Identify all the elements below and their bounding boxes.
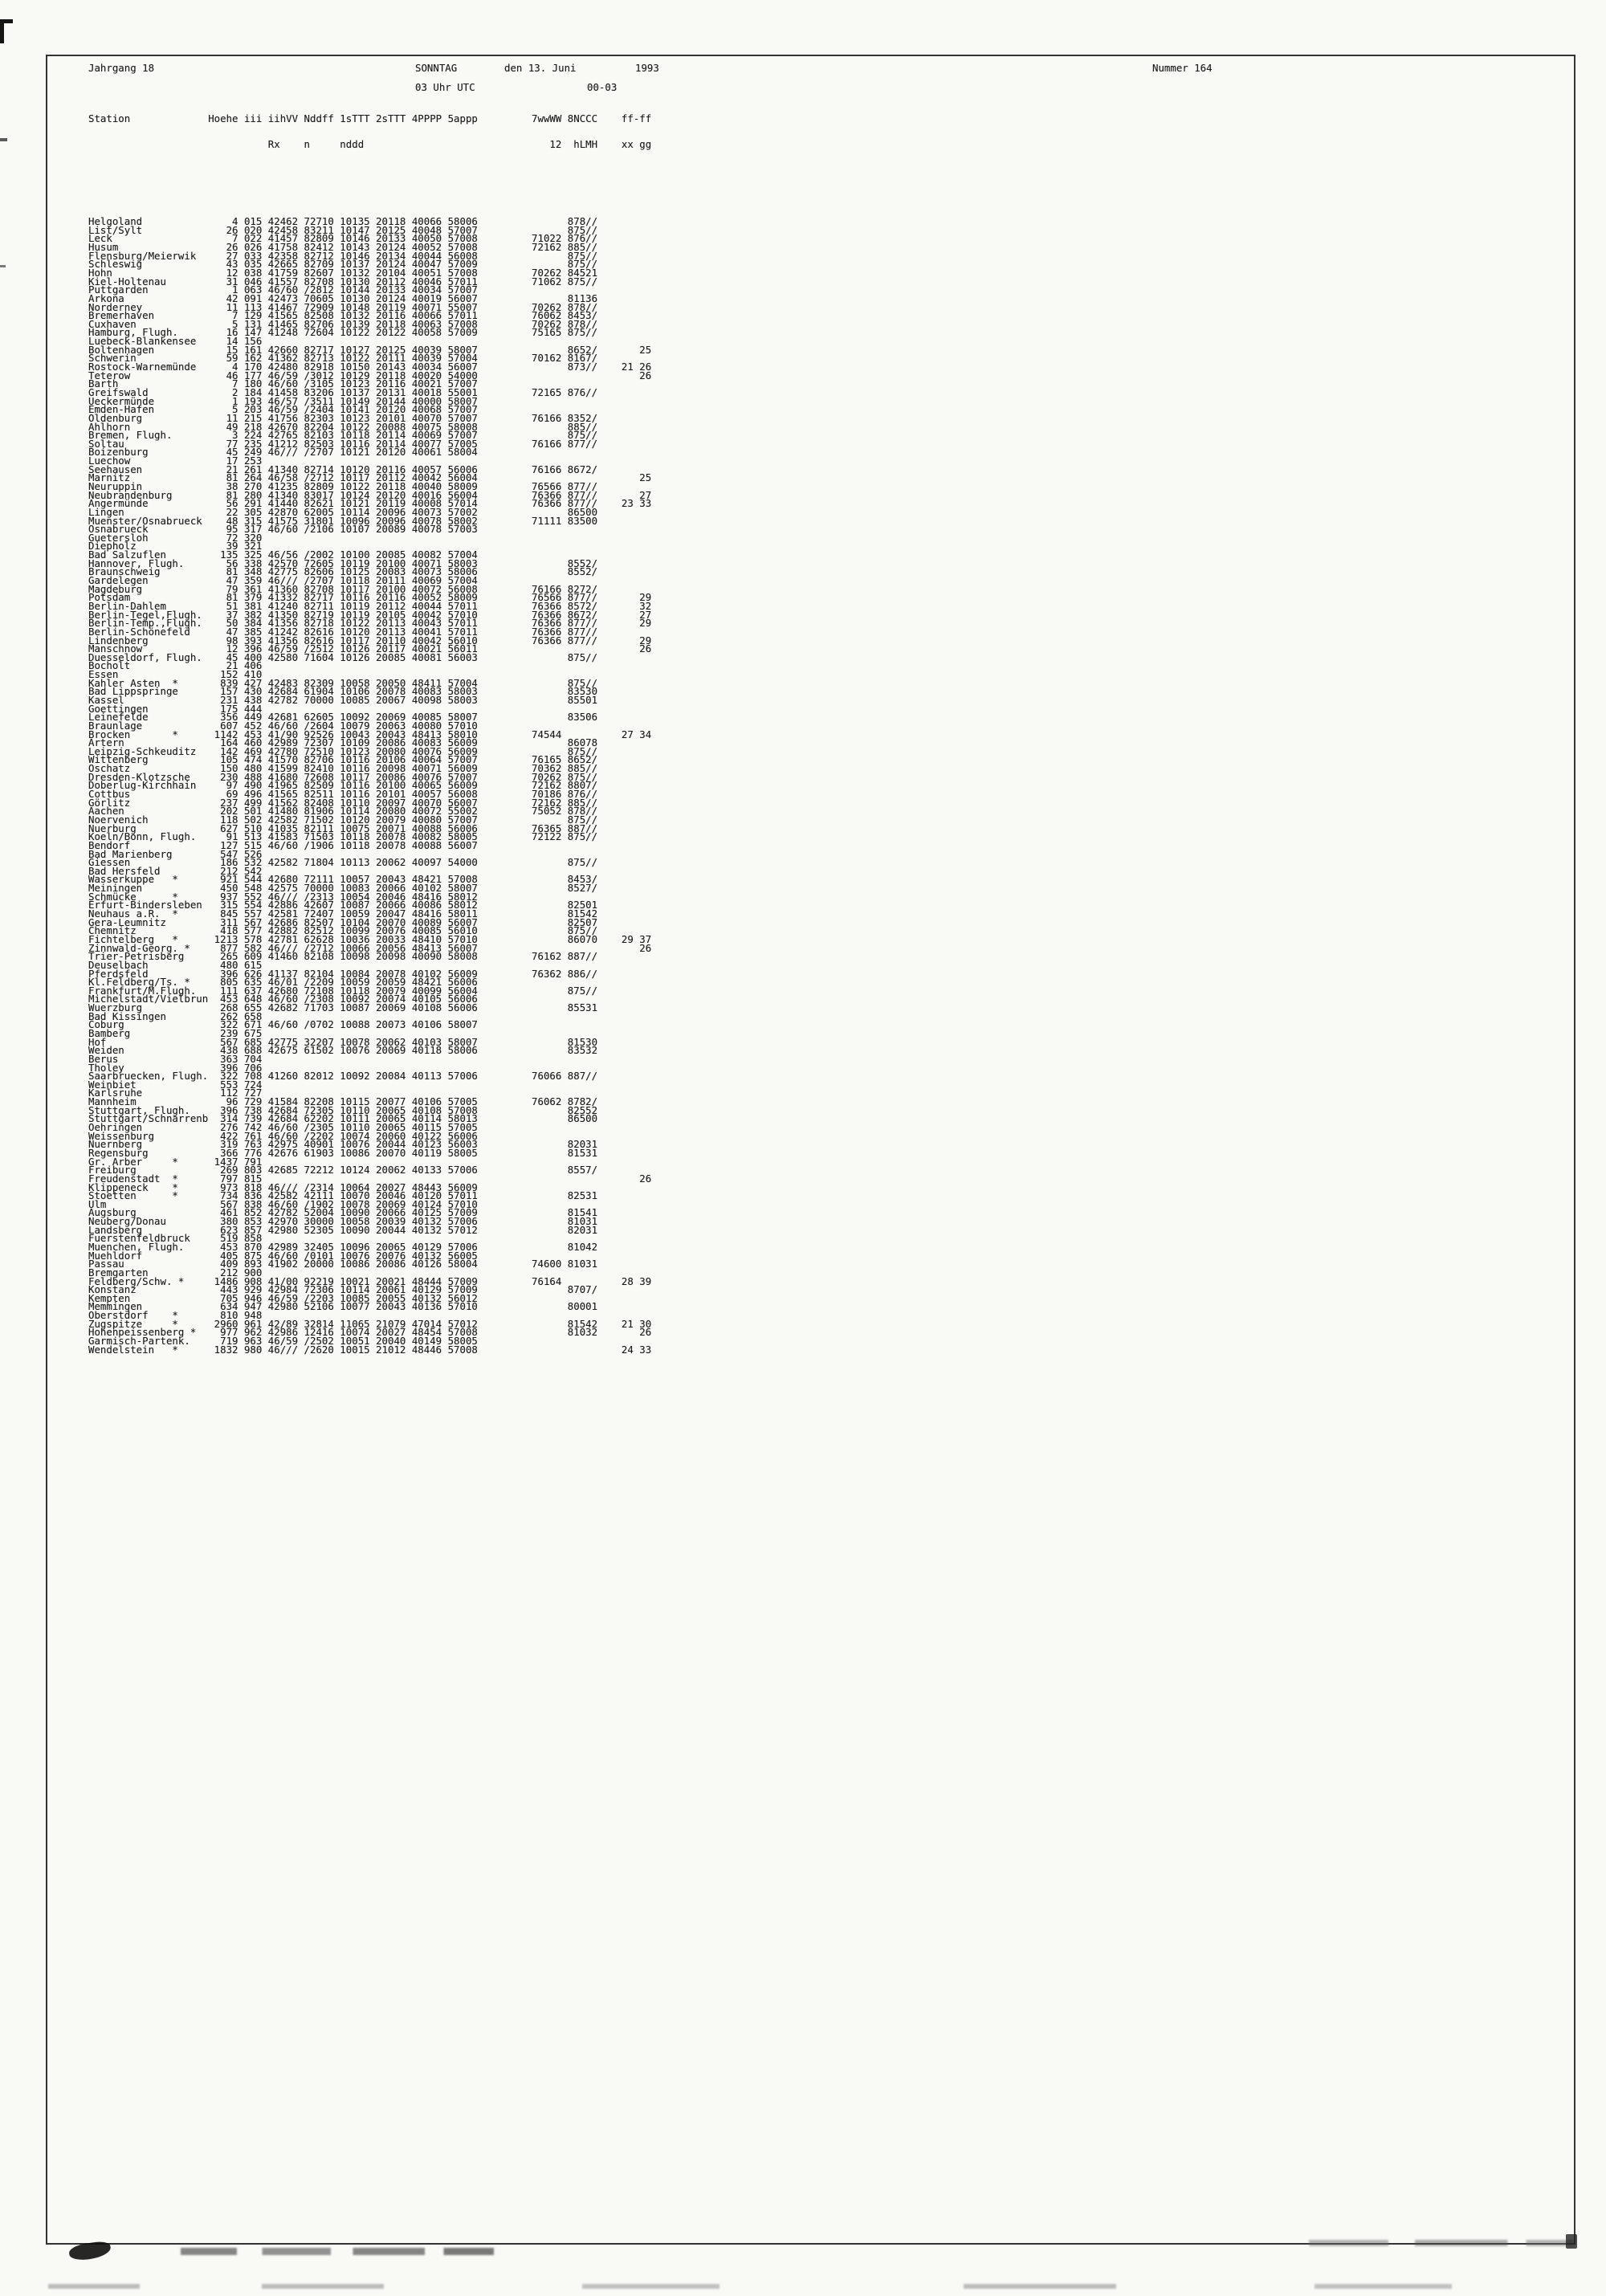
station-row: Karlsruhe 112 727 (88, 1087, 263, 1099)
station-row: Passau 409 893 41902 20000 10086 20086 40126 58004 74600 81031 (88, 1258, 598, 1270)
station-row: Aachen 202 501 41480 81906 10114 20080 40072 55002 75052 878// (88, 805, 598, 818)
obs-time-utc: 03 Uhr UTC (415, 81, 475, 93)
station-row: Bremgarten 212 900 (88, 1266, 263, 1279)
station-row: Stuttgart/Schnarrenb 314 739 42684 62202 10111 20065 40114 58013 86500 (88, 1112, 598, 1125)
station-row: Schleswig 43 035 42665 82709 10137 20124 40047 57009 875// (88, 258, 598, 271)
station-row: Landsberg 623 857 42980 52305 10090 20044 40132 57012 82031 (88, 1223, 598, 1236)
station-row: Erfurt-Bindersleben 315 554 42886 42607 10087 20066 40086 58012 82501 (88, 899, 598, 911)
station-row: Boltenhagen 15 161 42660 82717 10127 20125 40039 58007 8652/ 25 (88, 343, 652, 356)
station-row: Oberstdorf * 810 948 (88, 1309, 263, 1322)
synop-table (88, 98, 651, 1372)
station-row: Artern 164 460 42989 72307 10109 20086 40083 56009 86078 (88, 736, 598, 749)
scan-mark-left-tick-2 (0, 265, 6, 267)
station-row: Wasserkuppe * 921 544 42680 72111 10057 20043 48421 57008 8453/ (88, 873, 598, 886)
station-row: Braunschweig 81 348 42775 82606 10125 20083 40073 58006 8552/ (88, 565, 598, 578)
station-row: Wendelstein * 1832 980 46/// /2620 10015 21012 48446 57008 24 33 (88, 1343, 652, 1356)
station-row: Konstanz 443 929 42984 72306 10114 20061 40129 57009 8707/ (88, 1283, 598, 1296)
station-row: Osnabrueck 95 317 46/60 /2106 10107 20089 40078 57003 (88, 523, 478, 536)
station-row: Brocken * 1142 453 41/90 92526 10043 20043 48413 58010 74544 27 34 (88, 728, 652, 740)
station-row: Leipzig-Schkeuditz 142 469 42780 72510 10123 20080 40076 56009 875// (88, 744, 598, 757)
station-row: Duesseldorf, Flugh. 45 400 42580 71604 10126 20085 40081 56003 875// (88, 650, 598, 663)
station-row: Giessen 186 532 42582 71804 10113 20062 40097 54000 875// (88, 856, 598, 869)
station-row: Ahlhorn 49 218 42670 82204 10122 20088 40075 58008 885// (88, 420, 598, 433)
station-row: Koeln/Bonn, Flugh. 91 513 41583 71503 10118 20078 40082 58005 72122 875// (88, 830, 598, 843)
station-row: Hamburg, Flugh. 16 147 41248 72604 10122 20122 40058 57009 75165 875// (88, 326, 598, 339)
station-row: Luebeck-Blankensee 14 156 (88, 335, 263, 348)
scan-mark-top-left-horizontal (0, 19, 13, 23)
station-row: Stoetten * 734 836 42582 42111 10070 20046 40120 57011 82531 (88, 1189, 598, 1202)
station-row: Schwerin 59 162 41362 82713 10122 20111 40039 57004 70162 8167/ (88, 352, 598, 365)
station-row: Barth 7 180 46/60 /3105 10123 20116 40021 57007 (88, 377, 478, 390)
station-row: Pferdsfeld 396 626 41137 82104 10084 20078 40102 56009 76362 886// (88, 967, 598, 980)
station-row: Teterow 46 177 46/59 /3012 10129 20118 40020 54000 26 (88, 369, 652, 381)
station-row: Neuruppin 38 270 41235 82809 10122 20118 40040 58009 76566 877// (88, 479, 598, 492)
station-row: Neuberg/Donau 380 853 42970 30000 10058 20039 40132 57006 81031 (88, 1215, 598, 1228)
station-row: Cuxhaven 5 131 41465 82706 10139 20118 40063 57008 70262 878// (88, 317, 598, 330)
spacer-line (88, 166, 651, 175)
masthead-nummer: Nummer 164 (1152, 62, 1213, 74)
station-row: Bad Lippspringe 157 430 42684 61904 10106 20078 40083 58003 83530 (88, 685, 598, 698)
station-row: Potsdam 81 379 41332 82717 10116 20116 40052 58009 76566 877// 29 (88, 591, 652, 604)
station-row: Husum 26 026 41758 82412 10143 20124 40052 57008 72162 885// (88, 241, 598, 254)
station-row: Nuerburg 627 510 41035 82111 10075 20071 40088 56006 76365 887// (88, 822, 598, 834)
station-row: Feldberg/Schw. * 1486 908 41/00 92219 10021 20021 48444 57009 76164 28 39 (88, 1274, 652, 1287)
station-row: Kiel-Holtenau 31 046 41557 82708 10130 20112 40046 57011 71062 875// (88, 275, 598, 288)
station-row: Leck 7 022 41457 82809 10146 20133 40050 57008 71022 876// (88, 232, 598, 245)
station-row: Seehausen 21 261 41340 82714 10120 20116 40057 56006 76166 8672/ (88, 463, 598, 475)
station-row: Zugspitze * 2960 961 42/89 32814 11065 21079 47014 57012 81542 21 30 (88, 1317, 652, 1330)
station-row: List/Sylt 26 020 42458 83211 10147 20125 40048 57007 875// (88, 223, 598, 236)
station-row: Manschnow 12 396 46/59 /2512 10126 20117 40021 56011 26 (88, 642, 652, 655)
station-row: Flensburg/Meierwik 27 033 42358 82712 10146 20134 40044 56008 875// (88, 249, 598, 262)
station-row: Emden-Hafen 5 203 46/59 /2404 10141 20120 40068 57007 (88, 403, 478, 416)
station-row: Zinnwald-Georg. * 877 582 46/// /2712 10066 20056 48413 56007 26 (88, 941, 652, 954)
station-row: Magdeburg 79 361 41360 82708 10117 20100 40072 56008 76166 8272/ (88, 582, 598, 595)
station-row: Kahler Asten * 839 427 42483 82309 10058 20050 48411 57004 875// (88, 676, 598, 689)
station-row: Neubrandenburg 81 280 41340 83017 10124 20120 40016 56004 76366 877// 27 (88, 488, 652, 501)
station-row: Bremerhaven 7 129 41565 82508 10132 20116 40066 57011 76062 8453/ (88, 309, 598, 322)
station-row: Berlin-Schönefeld 47 385 41242 82616 10120 20113 40041 57011 76366 877// (88, 625, 598, 638)
station-row: Norderney 11 113 41467 72909 10148 20119 40071 55007 70262 878// (88, 300, 598, 313)
station-row: Freudenstadt * 797 815 26 (88, 1172, 652, 1185)
station-row: Berlin-Dahlem 51 381 41240 82711 10119 20112 40044 57011 76366 8572/ 32 (88, 599, 652, 612)
station-row: Ulm 567 838 46/60 /1902 10078 20069 40124 57010 (88, 1197, 478, 1210)
station-row: Dresden-Klotzsche 230 488 41680 72608 10117 20086 40076 57007 70262 875// (88, 770, 598, 783)
station-row: Berlin-Tegel,Flugh. 37 382 41350 82719 10119 20105 40042 57010 76366 8672/ 27 (88, 608, 652, 621)
station-row: Oldenburg 11 215 41756 82303 10123 20101 40070 57007 76166 8352/ (88, 411, 598, 424)
station-row: Hohn 12 038 41759 82607 10132 20104 40051 57008 70262 84521 (88, 266, 598, 279)
station-row: Rostock-Warnemünde 4 170 42480 82918 10150 20143 40034 56007 873// 21 26 (88, 361, 652, 373)
masthead-jahrgang: Jahrgang 18 (88, 62, 155, 74)
obs-period: 00-03 (587, 81, 618, 93)
station-row: Schmücke * 937 552 46/// /2313 10054 20046 48416 58012 (88, 890, 478, 903)
station-row: Fichtelberg * 1213 578 42781 62628 10036 20033 48410 57010 86070 29 37 (88, 932, 652, 945)
station-row: Berus 363 704 (88, 1052, 263, 1065)
station-row: Gardelegen 47 359 46/// /2707 10118 20111 40069 57004 (88, 574, 478, 587)
station-row: Oschatz 150 480 41599 82410 10116 20098 40071 56009 70362 885// (88, 762, 598, 775)
scan-mark-left-tick (0, 138, 7, 141)
station-row: Trier-Petrisberg 265 609 41460 82108 10098 20098 40090 58008 76162 887// (88, 950, 598, 963)
masthead-weekday: SONNTAG (415, 62, 458, 74)
col-header-line1: Station Hoehe iii iihVV Nddff 1sTTT 2sTTT 4PPPP 5appp 7wwWW 8NCCC ff-ff (88, 112, 652, 125)
station-row: Freiburg 269 803 42685 72212 10124 20062 40133 57006 8557/ (88, 1164, 598, 1177)
station-row: Saarbruecken, Flugh. 322 708 41260 82012 10092 20084 40113 57006 76066 887// (88, 1070, 598, 1083)
station-row: Fuerstenfeldbruck 519 858 (88, 1232, 263, 1245)
station-row: Frankfurt/M.Flugh. 111 637 42680 72108 10118 20079 40099 56004 875// (88, 984, 598, 997)
station-row: Weissenburg 422 761 46/60 /2202 10074 20060 40122 56006 (88, 1129, 478, 1142)
station-row: Gera-Leumnitz 311 567 42686 82507 10104 20070 40089 56007 82507 (88, 916, 598, 928)
station-row: Helgoland 4 015 42462 72710 10135 20118 40066 58006 878// (88, 215, 598, 228)
station-row: Lindenberg 98 393 41356 82616 10117 20110 40042 56010 76366 877// 29 (88, 634, 652, 646)
station-row: Hohenpeissenberg * 977 962 42986 12416 10074 20027 48454 57008 81032 26 (88, 1326, 652, 1339)
station-row: Bad Marienberg 547 526 (88, 847, 263, 860)
station-row: Coburg 322 671 46/60 /0702 10088 20073 40106 58007 (88, 1018, 478, 1031)
scan-smudge-bottom-row (181, 2248, 494, 2255)
spacer-line (88, 192, 651, 201)
station-row: Nuernberg 319 763 42975 40901 10076 20044 40123 56003 82031 (88, 1138, 598, 1151)
station-row: Kempten 705 946 46/59 /2203 10085 20055 40132 56012 (88, 1291, 478, 1304)
station-row: Muenchen, Flugh. 453 870 42989 32405 10096 20065 40129 57006 81042 (88, 1241, 598, 1253)
station-row: Goettingen 175 444 (88, 702, 263, 715)
station-row: Bocholt 21 406 (88, 659, 263, 672)
station-row: Wuerzburg 268 655 42682 71703 10087 20069 40108 56006 85531 (88, 1001, 598, 1014)
station-row: Lingen 22 305 42870 62005 10114 20096 40073 57002 86500 (88, 505, 598, 518)
station-row: Luechow 17 253 (88, 455, 263, 467)
station-row: Görlitz 237 499 41562 82408 10110 20097 40070 56007 72162 885// (88, 796, 598, 809)
col-header-line2: Rx n nddd 12 hLMH xx gg (88, 138, 652, 151)
station-row: Bendorf 127 515 46/60 /1906 10118 20078 40088 56007 (88, 838, 478, 851)
station-row: Greifswald 2 184 41458 83206 10137 20131 40018 55001 72165 876// (88, 385, 598, 398)
station-row: Boizenburg 45 249 46/// /2707 10121 20120 40061 58004 (88, 446, 478, 459)
station-row: Bamberg 239 675 (88, 1026, 263, 1039)
station-row: Oehringen 276 742 46/60 /2305 10110 20065 40115 57005 (88, 1121, 478, 1134)
station-row: Weinbiet 553 724 (88, 1078, 263, 1091)
station-row: Regensburg 366 776 42676 61903 10086 20070 40119 58005 81531 (88, 1146, 598, 1159)
station-rows (88, 215, 652, 1356)
station-row: Memmingen 634 947 42980 52106 10077 20043 40136 57010 80001 (88, 1300, 598, 1313)
station-row: Bad Hersfeld 212 542 (88, 864, 263, 877)
station-row: Mannheim 96 729 41584 82208 10115 20077 40106 57005 76062 8782/ (88, 1095, 598, 1108)
station-row: Cottbus 69 496 41565 82511 10116 20101 40057 56008 70186 876// (88, 788, 598, 801)
station-row: Deuselbach 480 615 (88, 958, 263, 971)
station-row: Doberlug-Kirchhain 97 490 41965 82509 10116 20100 40065 56009 72162 8807/ (88, 779, 598, 792)
station-row: Wittenberg 105 474 41570 82706 10116 20106 40064 57007 76165 8652/ (88, 753, 598, 766)
station-row: Soltau 77 235 41212 82503 10116 20114 40077 57005 76166 877// (88, 437, 598, 450)
station-row: Kl.Feldberg/Ts. * 805 635 46/01 /2209 10059 20059 48421 56006 (88, 976, 478, 989)
station-row: Ueckermünde 1 193 46/57 /3511 10149 20144 40000 58007 (88, 394, 478, 407)
station-row: Michelstadt/Vielbrun 453 648 46/60 /2308 10092 20074 40105 56006 (88, 993, 478, 1005)
scan-smudge-bottom-edge (48, 2284, 1574, 2289)
masthead-year: 1993 (635, 62, 659, 74)
station-row: Bad Salzuflen 135 325 46/56 /2002 10100 20085 40082 57004 (88, 549, 478, 561)
station-row: Berlin-Temp.,Flugh. 50 384 41356 82718 10122 20113 40043 57011 76366 877// 29 (88, 617, 652, 630)
station-row: Muenster/Osnabrueck 48 315 41575 31801 10096 20096 40078 58002 71111 83500 (88, 514, 598, 527)
station-row: Stuttgart, Flugh. 396 738 42684 72305 10110 20065 40108 57008 82552 (88, 1103, 598, 1116)
station-row: Hof 567 685 42775 32207 10078 20062 40103 58007 81530 (88, 1035, 598, 1048)
masthead-date: den 13. Juni (504, 62, 577, 74)
station-row: Guetersloh 72 320 (88, 531, 263, 544)
station-row: Tholey 396 706 (88, 1061, 263, 1074)
station-row: Klippeneck * 973 818 46/// /2314 10064 20027 48443 56009 (88, 1181, 478, 1193)
station-row: Diepholz 39 321 (88, 540, 263, 553)
station-row: Hannover, Flugh. 56 338 42570 72605 10119 20100 40071 58003 8552/ (88, 557, 598, 569)
station-row: Marnitz 81 264 46/58 /2712 10117 20112 40042 56004 25 (88, 471, 652, 484)
station-row: Noervenich 118 502 42582 71502 10120 20079 40080 57007 875// (88, 813, 598, 826)
station-row: Bremen, Flugh. 3 224 42765 82103 10118 20114 40069 57007 875// (88, 429, 598, 442)
station-row: Angermünde 56 291 41440 82621 10121 20119 40008 57014 76366 877// 23 33 (88, 497, 652, 510)
station-row: Augsburg 461 852 42782 52004 10090 20066 40125 57009 81541 (88, 1206, 598, 1219)
scan-mark-top-left-vertical (0, 19, 4, 43)
station-row: Gr. Arber * 1437 791 (88, 1155, 263, 1168)
station-row: Muehldorf 405 875 46/60 /0101 10076 20076 40132 56005 (88, 1249, 478, 1262)
station-row: Bad Kissingen 262 658 (88, 1009, 263, 1022)
station-row: Chemnitz 418 577 42882 82512 10099 20076 40085 56010 875// (88, 924, 598, 937)
station-row: Leinefelde 356 449 42681 62605 10092 20069 40085 58007 83506 (88, 711, 598, 724)
station-row: Arkona 42 091 42473 70605 10130 20124 40019 56007 81136 (88, 292, 598, 304)
station-row: Kassel 231 438 42782 70000 10085 20067 40098 58003 85501 (88, 694, 598, 706)
station-row: Meiningen 450 548 42575 70000 10083 20066 40102 58007 8527/ (88, 882, 598, 895)
station-row: Weiden 438 688 42675 61502 10076 20069 40118 58006 83532 (88, 1044, 598, 1057)
station-row: Puttgarden 1 063 46/60 /2812 10144 20133 40034 57007 (88, 283, 478, 296)
station-row: Garmisch-Partenk. 719 963 46/59 /2502 10051 20040 40149 58005 (88, 1335, 478, 1348)
station-row: Braunlage 607 452 46/60 /2604 10079 20063 40080 57010 (88, 719, 478, 732)
station-row: Essen 152 410 (88, 668, 263, 681)
station-row: Neuhaus a.R. * 845 557 42581 72407 10059 20047 48416 58011 81542 (88, 907, 598, 920)
